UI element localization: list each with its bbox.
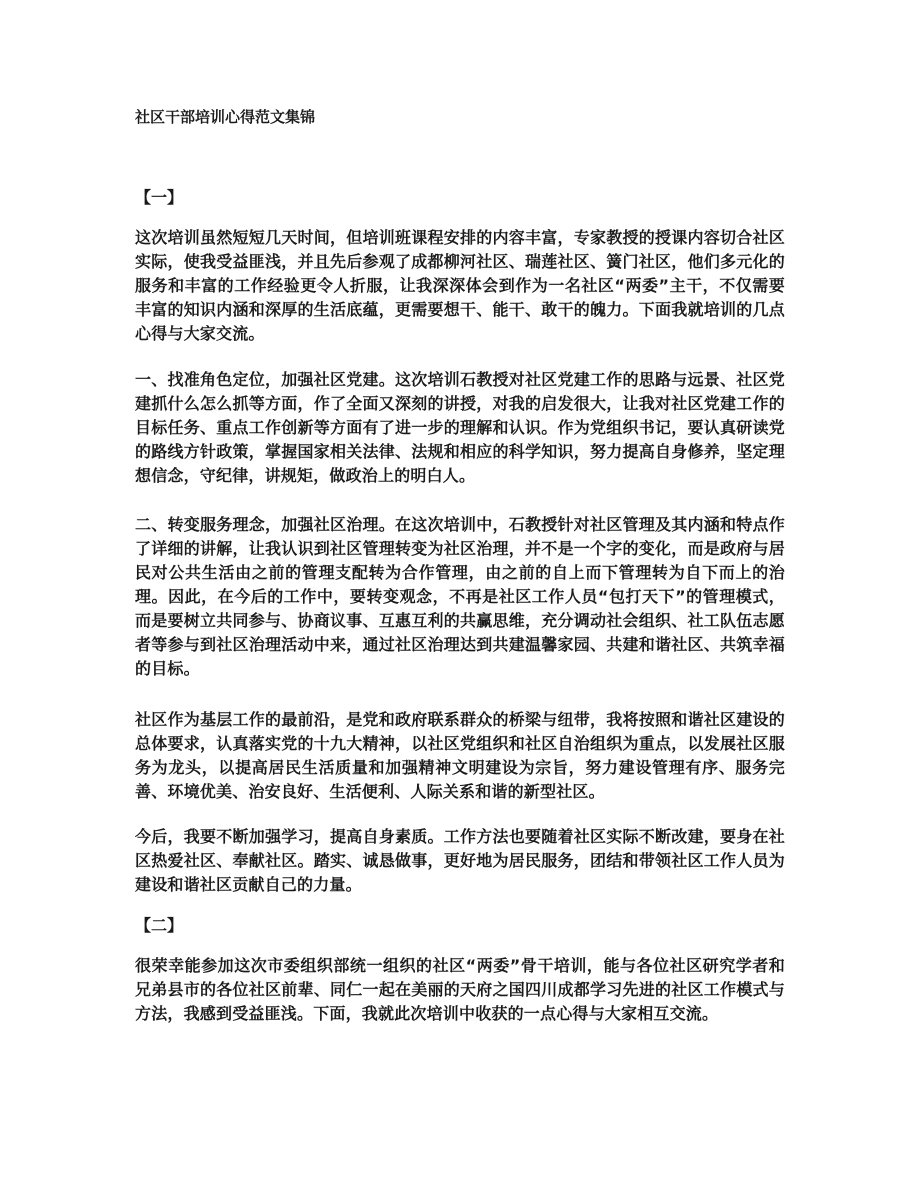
paragraph: 很荣幸能参加这次市委组织部统一组织的社区“两委”骨干培训，能与各位社区研究学者和兄弟县市的各位社区前辈、同仁一起在美丽的天府之国四川成都学习先进的社区工作模式与方法，我感到受益匪浅。下面，我就此次培训中收获的一点心得与大家相互交流。	[135, 956, 785, 1023]
document-title: 社区干部培训心得范文集锦	[135, 108, 316, 126]
paragraph: 这次培训虽然短短几天时间，但培训班课程安排的内容丰富，专家教授的授课内容切合社区实际，使我受益匪浅，并且先后参观了成都柳河社区、瑞莲社区、簧门社区，他们多元化的服务和丰富的工作经验更令人折服，让我深深体会到作为一名社区“两委”主干，不仅需要丰富的知识内涵和深厚的生活底蕴，更需要想干、能干、敢干的魄力。下面我就培训的几点心得与大家交流。	[135, 228, 785, 343]
section-marker-2: 【二】	[135, 916, 184, 935]
paragraph: 一、找准角色定位，加强社区党建。这次培训石教授对社区党建工作的思路与远景、社区党建抓什么怎么抓等方面，作了全面又深刻的讲授，对我的启发很大，让我对社区党建工作的目标任务、重点工作创新等方面有了进一步的理解和认识。作为党组织书记，要认真研读党的路线方针政策，掌握国家相关法律、法规和相应的科学知识，努力提高自身修养，坚定理想信念，守纪律，讲规矩，做政治上的明白人。	[135, 370, 785, 485]
section-marker-1: 【一】	[135, 188, 184, 207]
paragraph: 社区作为基层工作的最前沿，是党和政府联系群众的桥梁与纽带，我将按照和谐社区建设的总体要求，认真落实党的十九大精神，以社区党组织和社区自治组织为重点，以发展社区服务为龙头，以提高居民生活质量和加强精神文明建设为宗旨，努力建设管理有序、服务完善、环境优美、治安良好、生活便利、人际关系和谐的新型社区。	[135, 710, 785, 801]
paragraph: 二、转变服务理念，加强社区治理。在这次培训中，石教授针对社区管理及其内涵和特点作了详细的讲解，让我认识到社区管理转变为社区治理，并不是一个字的变化，而是政府与居民对公共生活由之前的管理支配转为合作管理，由之前的自上而下管理转为自下而上的治理。因此，在今后的工作中，要转变观念，不再是社区工作人员“包打天下”的管理模式，而是要树立共同参与、协商议事、互惠互利的共赢思维，充分调动社会组织、社工队伍志愿者等参与到社区治理活动中来，通过社区治理达到共建温馨家园、共建和谐社区、共筑幸福的目标。	[135, 515, 785, 678]
paragraph: 今后，我要不断加强学习，提高自身素质。工作方法也要随着社区实际不断改建，要身在社区热爱社区、奉献社区。踏实、诚恳做事，更好地为居民服务，团结和带领社区工作人员为建设和谐社区贡献自己的力量。	[135, 827, 785, 894]
